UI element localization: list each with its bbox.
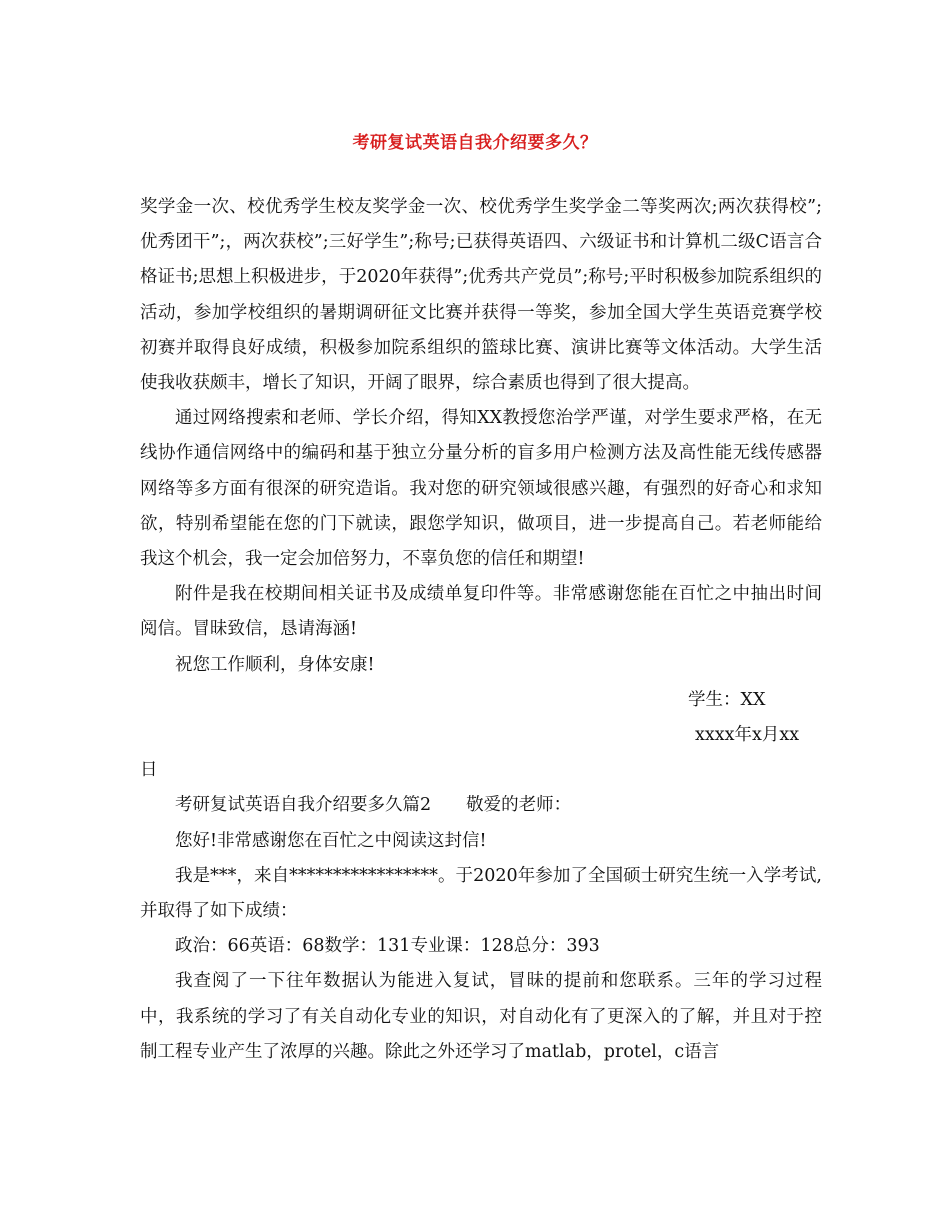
paragraph-attachment: 附件是我在校期间相关证书及成绩单复印件等。非常感谢您能在百忙之中抽出时间阅信。冒昧致信，恳请海涵! (140, 584, 822, 640)
section2-body: 我查阅了一下往年数据认为能进入复试，冒昧的提前和您联系。三年的学习过程中，我系统的学习了有关自动化专业的知识，对自动化有了更深入的了解，并且对于控制工程专业产生了浓厚的兴趣。除此之外还学习了matlab，protel，c语言 (140, 971, 822, 1062)
paragraph-wishes: 祝您工作顺利，身体安康! (175, 654, 375, 675)
paragraph-awards: 奖学金一次、校优秀学生校友奖学金一次、校优秀学生奖学金二等奖两次;两次获得校”;优秀团干”;，两次获校”;三好学生”;称号;已获得英语四、六级证书和计算机二级C语言合格证书;思想上积极进步，于2020年获得”;优秀共产党员”;称号;平时积极参加院系组织的活动，参加学校组织的暑期调研征文比赛并获得一等奖，参加全国大学生英语竞赛学校初赛并取得良好成绩，积极参加院系组织的篮球比赛、演讲比赛等文体活动。大学生活使我收获颇丰，增长了知识，开阔了眼界，综合素质也得到了很大提高。 (140, 197, 822, 394)
document-body (140, 190, 822, 1070)
signature-line: 学生：XX (688, 689, 766, 710)
document-title: 考研复试英语自我介绍要多久？ (352, 133, 598, 153)
section2-heading: 考研复试英语自我介绍要多久篇2 敬爱的老师： (175, 795, 572, 816)
section2-scores: 政治：66英语：68数学：131专业课：128总分：393 (175, 936, 600, 957)
date-tail: 日 (140, 760, 158, 781)
section2-intro: 我是***，来自*****************。于2020年参加了全国硕士研究生统一入学考试,并取得了如下成绩： (140, 865, 822, 922)
date-line: xxxx年x月xx (695, 725, 800, 746)
section2-greeting: 您好!非常感谢您在百忙之中阅读这封信! (175, 830, 487, 851)
paragraph-professor: 通过网络搜索和老师、学长介绍，得知XX教授您治学严谨，对学生要求严格，在无线协作通信网络中的编码和基于独立分量分析的盲多用户检测方法及高性能无线传感器网络等多方面有很深的研究造诣。我对您的研究领域很感兴趣，有强烈的好奇心和求知欲，特别希望能在您的门下就读，跟您学知识，做项目，进一步提高自己。若老师能给我这个机会，我一定会加倍努力，不辜负您的信任和期望! (140, 408, 822, 570)
